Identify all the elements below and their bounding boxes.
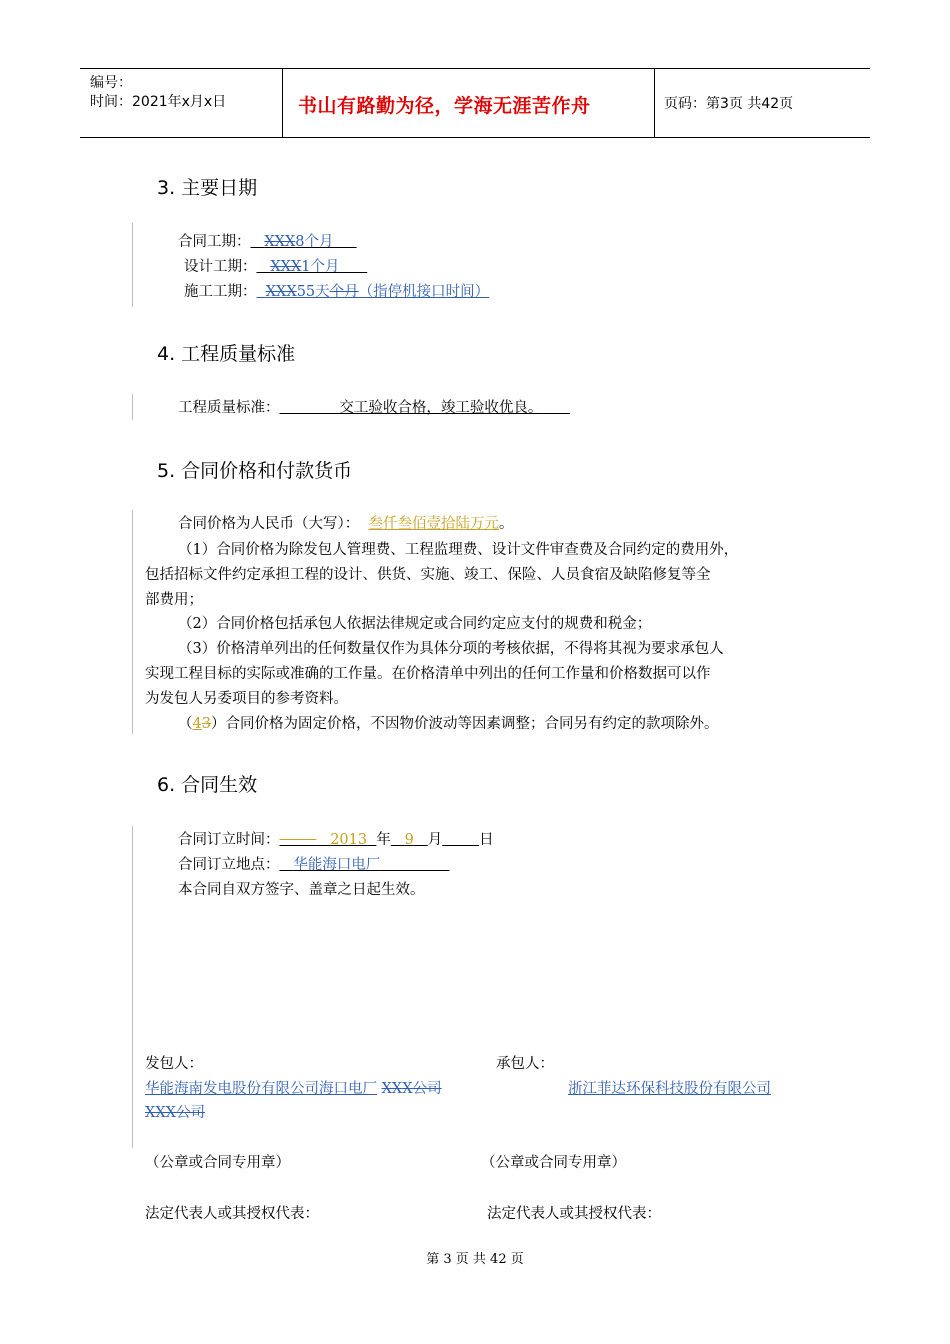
- employer-name-line: [145, 1079, 442, 1099]
- revision-marker: [132, 826, 133, 1148]
- seal-left: （公章或合同专用章）: [145, 1155, 290, 1171]
- sign-month: 9: [404, 832, 414, 848]
- day-char: 日: [479, 832, 494, 848]
- year-char: 年: [376, 832, 391, 848]
- quality-standard-line: [178, 398, 570, 418]
- price-end: 。: [498, 516, 514, 532]
- month-char: 月: [427, 832, 443, 848]
- design-period-line: [184, 257, 367, 277]
- section-4-title: 4. 工程质量标准: [157, 343, 296, 365]
- section-5-title: 5. 合同价格和付款货币: [157, 460, 353, 482]
- price-line: [178, 514, 513, 534]
- header-divider: [282, 69, 283, 137]
- contractor-name-text: 浙江菲达环保科技股份有限公司: [568, 1081, 771, 1097]
- section-6-title: 6. 合同生效: [157, 774, 258, 796]
- page-footer: 第 3 页 共 42 页: [426, 1252, 524, 1267]
- header-number-label: 编号：: [90, 75, 132, 91]
- revision-marker: [132, 223, 133, 307]
- contractor-label: 承包人：: [496, 1056, 554, 1072]
- price-clause-3-line-2: 实现工程目标的实际或准确的工作量。在价格清单中列出的任何工作量和价格数据可以作: [145, 666, 711, 682]
- price-value: 叁仟叁佰壹拾陆万元: [368, 516, 499, 532]
- quality-standard-label: 工程质量标准：: [178, 400, 280, 416]
- header-page-info: 页码：第3页 共42页: [664, 96, 794, 112]
- employer-name: 华能海南发电股份有限公司海口电厂: [145, 1081, 377, 1097]
- design-period-deleted: XXX: [270, 259, 302, 275]
- clause-4-number-deleted: 3: [201, 716, 211, 732]
- effect-text: 本合同自双方签字、盖章之日起生效。: [178, 882, 425, 898]
- employer-deleted-line: [145, 1103, 205, 1123]
- construction-period-deleted: XXX: [265, 284, 297, 300]
- construction-period-value-b: （指停机接口时间）: [358, 284, 490, 300]
- sign-place-label: 合同订立地点：: [178, 857, 280, 873]
- clause-4-number-new: 4: [192, 716, 202, 732]
- employer-deleted-2: XXX公司: [145, 1105, 205, 1121]
- employer-deleted-1: XXX公司: [381, 1081, 442, 1097]
- price-label: 合同价格为人民币（大写）：: [178, 516, 360, 532]
- sign-time-line: [178, 830, 494, 850]
- sign-year: 2013: [330, 832, 368, 848]
- price-clause-1-line-1: （1）合同价格为除发包人管理费、工程监理费、设计文件审查费及合同约定的费用外，: [178, 542, 739, 558]
- construction-period-deleted-b: 个月: [329, 284, 359, 300]
- clause-4-open: （: [178, 716, 193, 732]
- representative-right: 法定代表人或其授权代表：: [487, 1206, 661, 1222]
- revision-marker: [132, 394, 133, 420]
- price-clause-3-line-1: （3）价格清单列出的任何数量仅作为具体分项的考核依据，不得将其视为要求承包人: [178, 641, 724, 657]
- header-motto: 书山有路勤为径，学海无涯苦作舟: [298, 95, 591, 117]
- employer-label: 发包人：: [145, 1056, 203, 1072]
- seal-right: （公章或合同专用章）: [481, 1155, 626, 1171]
- contract-period-deleted: XXX: [264, 234, 296, 250]
- construction-period-line: [184, 282, 489, 302]
- design-period-value: 1个月: [301, 259, 340, 275]
- construction-period-label: 施工工期：: [184, 284, 257, 300]
- contract-period-line: [178, 232, 357, 252]
- construction-period-value-a: 55天: [296, 284, 330, 300]
- section-3-title: 3. 主要日期: [157, 177, 258, 199]
- price-clause-4: [178, 714, 718, 734]
- sign-place-value: 华能海口电厂: [293, 857, 381, 873]
- representative-left: 法定代表人或其授权代表：: [145, 1206, 319, 1222]
- header-time-label: 时间：2021年x月x日: [90, 94, 227, 110]
- sign-time-label: 合同订立时间：: [178, 832, 280, 848]
- contract-period-label: 合同工期：: [178, 234, 251, 250]
- price-clause-3-line-3: 为发包人另委项目的参考资料。: [145, 691, 348, 707]
- quality-standard-value: 交工验收合格，竣工验收优良。: [339, 400, 543, 416]
- sign-place-line: [178, 855, 449, 875]
- header-divider: [654, 69, 655, 137]
- price-clause-2: （2）合同价格包括承包人依据法律规定或合同约定应支付的规费和税金；: [178, 616, 652, 632]
- contract-period-value: 8个月: [295, 234, 334, 250]
- design-period-label: 设计工期：: [184, 259, 257, 275]
- contractor-name: [568, 1079, 771, 1099]
- revision-marker: [132, 510, 133, 734]
- price-clause-1-line-3: 部费用；: [145, 592, 203, 608]
- price-clause-1-line-2: 包括招标文件约定承担工程的设计、供货、实施、竣工、保险、人员食宿及缺陷修复等全: [145, 567, 711, 583]
- clause-4-text: ）合同价格为固定价格，不因物价波动等因素调整；合同另有约定的款项除外。: [210, 716, 719, 732]
